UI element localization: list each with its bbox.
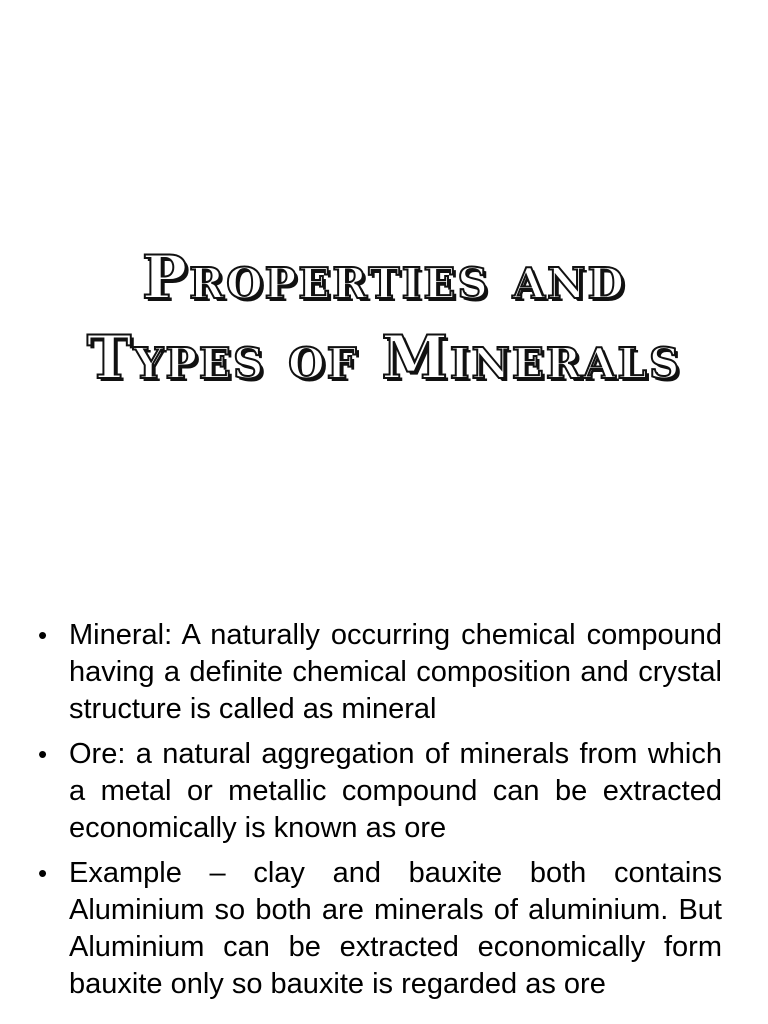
bullet-list <box>38 617 722 1011</box>
bullet-text: Example – clay and bauxite both contains Aluminium so both are minerals of aluminium. But Aluminium can be extracted economically form bauxite only so bauxite is regarded as ore <box>69 857 722 1000</box>
bullet-text: Mineral: A naturally occurring chemical compound having a definite chemical composition and crystal structure is called as mineral <box>69 619 722 725</box>
title-line-2: Types of Minerals <box>86 323 682 393</box>
bullet-icon: • <box>38 858 48 888</box>
bullet-text: Ore: a natural aggregation of minerals from which a metal or metallic compound can be extracted economically is known as ore <box>69 738 722 844</box>
bullet-item-example <box>38 855 722 1003</box>
bullet-item-ore <box>38 736 722 847</box>
bullet-icon: • <box>38 739 48 769</box>
slide-title <box>40 238 728 398</box>
bullet-icon: • <box>38 620 48 650</box>
title-line-1: Properties and <box>142 243 626 313</box>
bullet-item-mineral <box>38 617 722 728</box>
